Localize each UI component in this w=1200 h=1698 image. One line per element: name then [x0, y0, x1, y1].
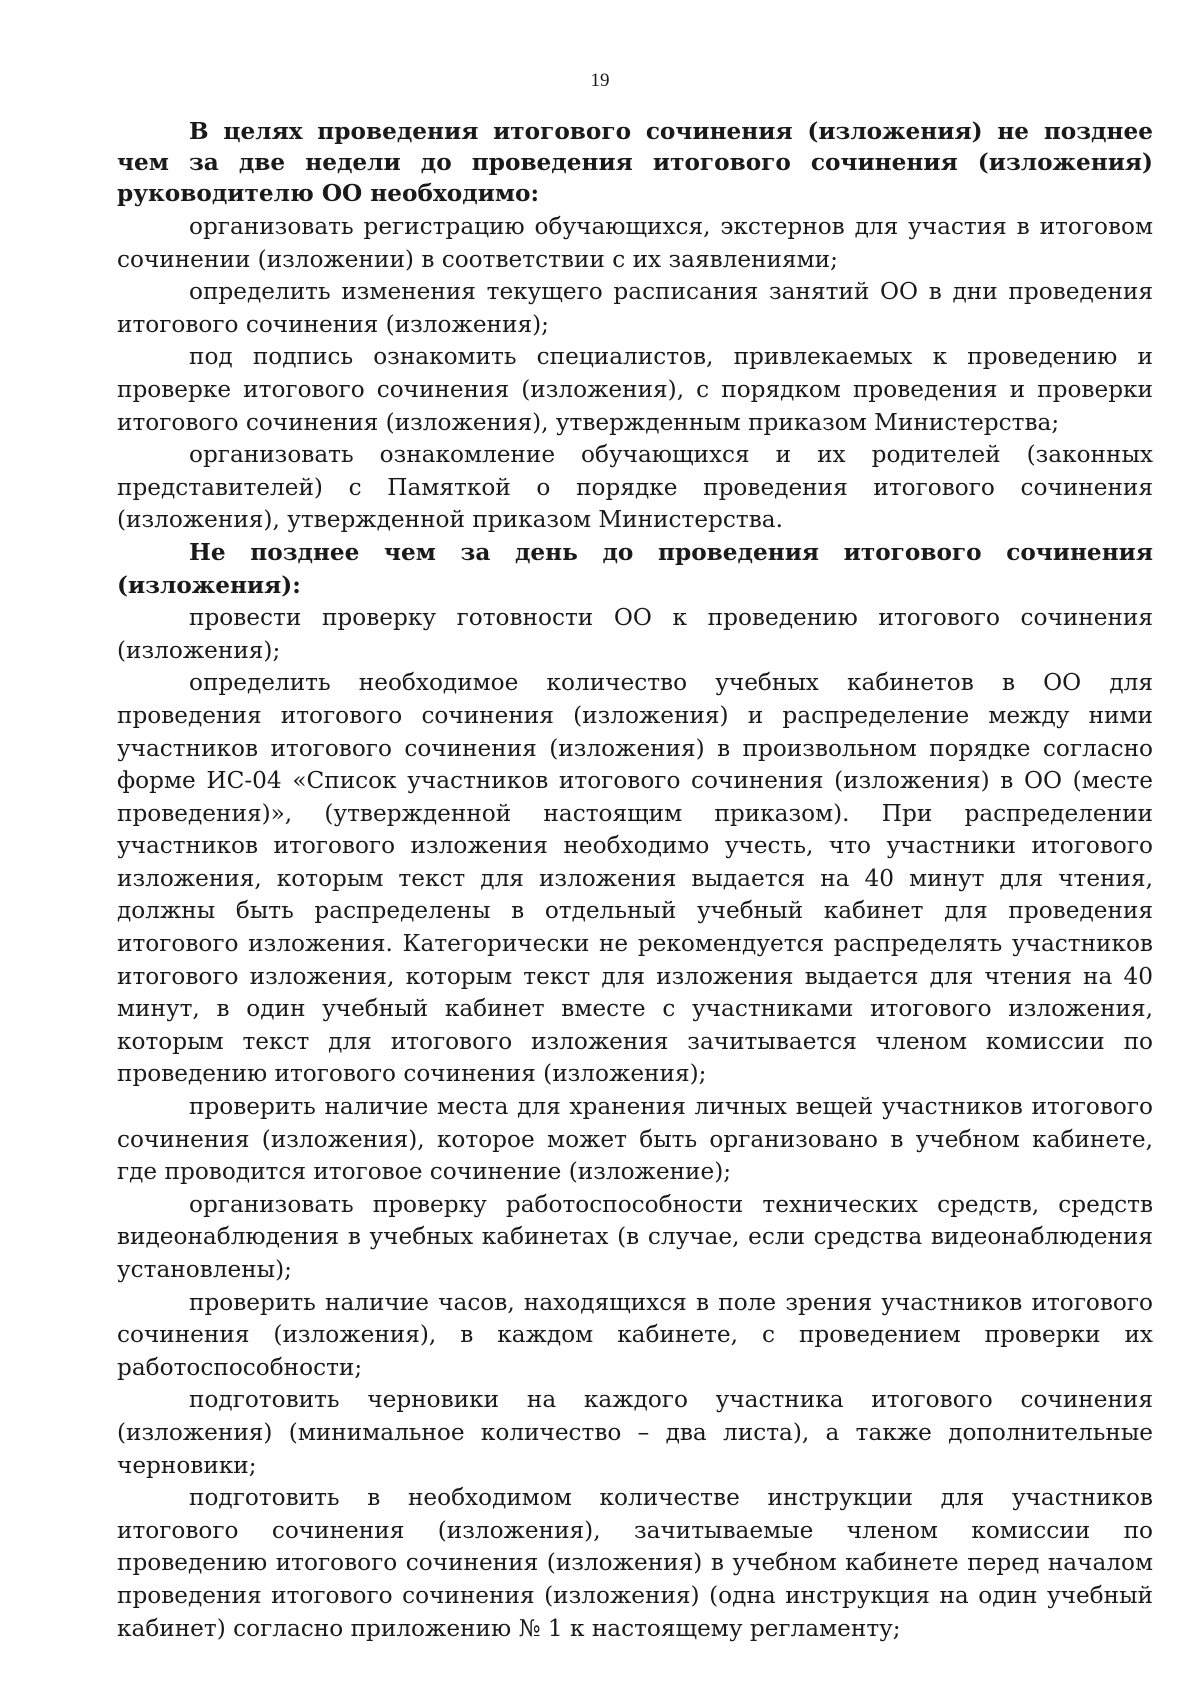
- document-body: [117, 116, 1153, 1645]
- section-heading-one-day: Не позднее чем за день до проведения итогового сочинения (изложения):: [117, 538, 1153, 599]
- paragraph-acquaint-parents: организовать ознакомление обучающихся и их родителей (законных представителей) с Памяткой о порядке проведения итогового сочинения (изложения), утвержденной приказом Министерства.: [117, 441, 1153, 534]
- paragraph-schedule-changes: определить изменения текущего расписания занятий ОО в дни проведения итогового сочинения (изложения);: [117, 278, 1153, 338]
- paragraph-classroom-distribution: определить необходимое количество учебных кабинетов в ОО для проведения итогового сочинения (изложения) и распределение между ними участников итогового сочинения (изложения) в произвольном порядке согласно форме ИС-04 «Список участников итогового сочинения (изложения) в ОО (месте проведения)», (утвержденной настоящим приказом). При распределении участников итогового изложения необходимо учесть, что участники итогового изложения, которым текст для изложения выдается на 40 минут для чтения, должны быть распределены в отдельный учебный кабинет для проведения итогового изложения. Категорически не рекомендуется распределять участников итогового изложения, которым текст для изложения выдается для чтения на 40 минут, в один учебный кабинет вместе с участниками итогового изложения, которым текст для итогового изложения зачитывается членом комиссии по проведению итогового сочинения (изложения);: [117, 669, 1153, 1088]
- paragraph-drafts: подготовить черновики на каждого участника итогового сочинения (изложения) (минимальное количество – два листа), а также дополнительные черновики;: [117, 1386, 1153, 1479]
- paragraph-acquaint-specialists: под подпись ознакомить специалистов, привлекаемых к проведению и проверке итогового сочинения (изложения), с порядком проведения и проверки итогового сочинения (изложения), утвержденным приказом Министерства;: [117, 343, 1153, 436]
- paragraph-instructions: подготовить в необходимом количестве инструкции для участников итогового сочинения (изложения), зачитываемые членом комиссии по проведению итогового сочинения (изложения) в учебном кабинете перед началом проведения итогового сочинения (изложения) (одна инструкция на один учебный кабинет) согласно приложению № 1 к настоящему регламенту;: [117, 1484, 1153, 1642]
- paragraph-register-students: организовать регистрацию обучающихся, экстернов для участия в итоговом сочинении (изложении) в соответствии с их заявлениями;: [117, 213, 1153, 273]
- paragraph-check-readiness: провести проверку готовности ОО к проведению итогового сочинения (изложения);: [117, 604, 1153, 664]
- paragraph-clock-check: проверить наличие часов, находящихся в поле зрения участников итогового сочинения (изложения), в каждом кабинете, с проведением проверки их работоспособности;: [117, 1288, 1153, 1381]
- section-heading-two-weeks: В целях проведения итогового сочинения (изложения) не позднее чем за две недели до проведения итогового сочинения (изложения) руководителю ОО необходимо:: [117, 118, 1153, 207]
- paragraph-technical-check: организовать проверку работоспособности технических средств, средств видеонаблюдения в учебных кабинетах (в случае, если средства видеонаблюдения установлены);: [117, 1190, 1153, 1283]
- page-number: 19: [590, 70, 610, 91]
- paragraph-belongings-storage: проверить наличие места для хранения личных вещей участников итогового сочинения (изложения), которое может быть организовано в учебном кабинете, где проводится итоговое сочинение (изложение);: [117, 1093, 1153, 1186]
